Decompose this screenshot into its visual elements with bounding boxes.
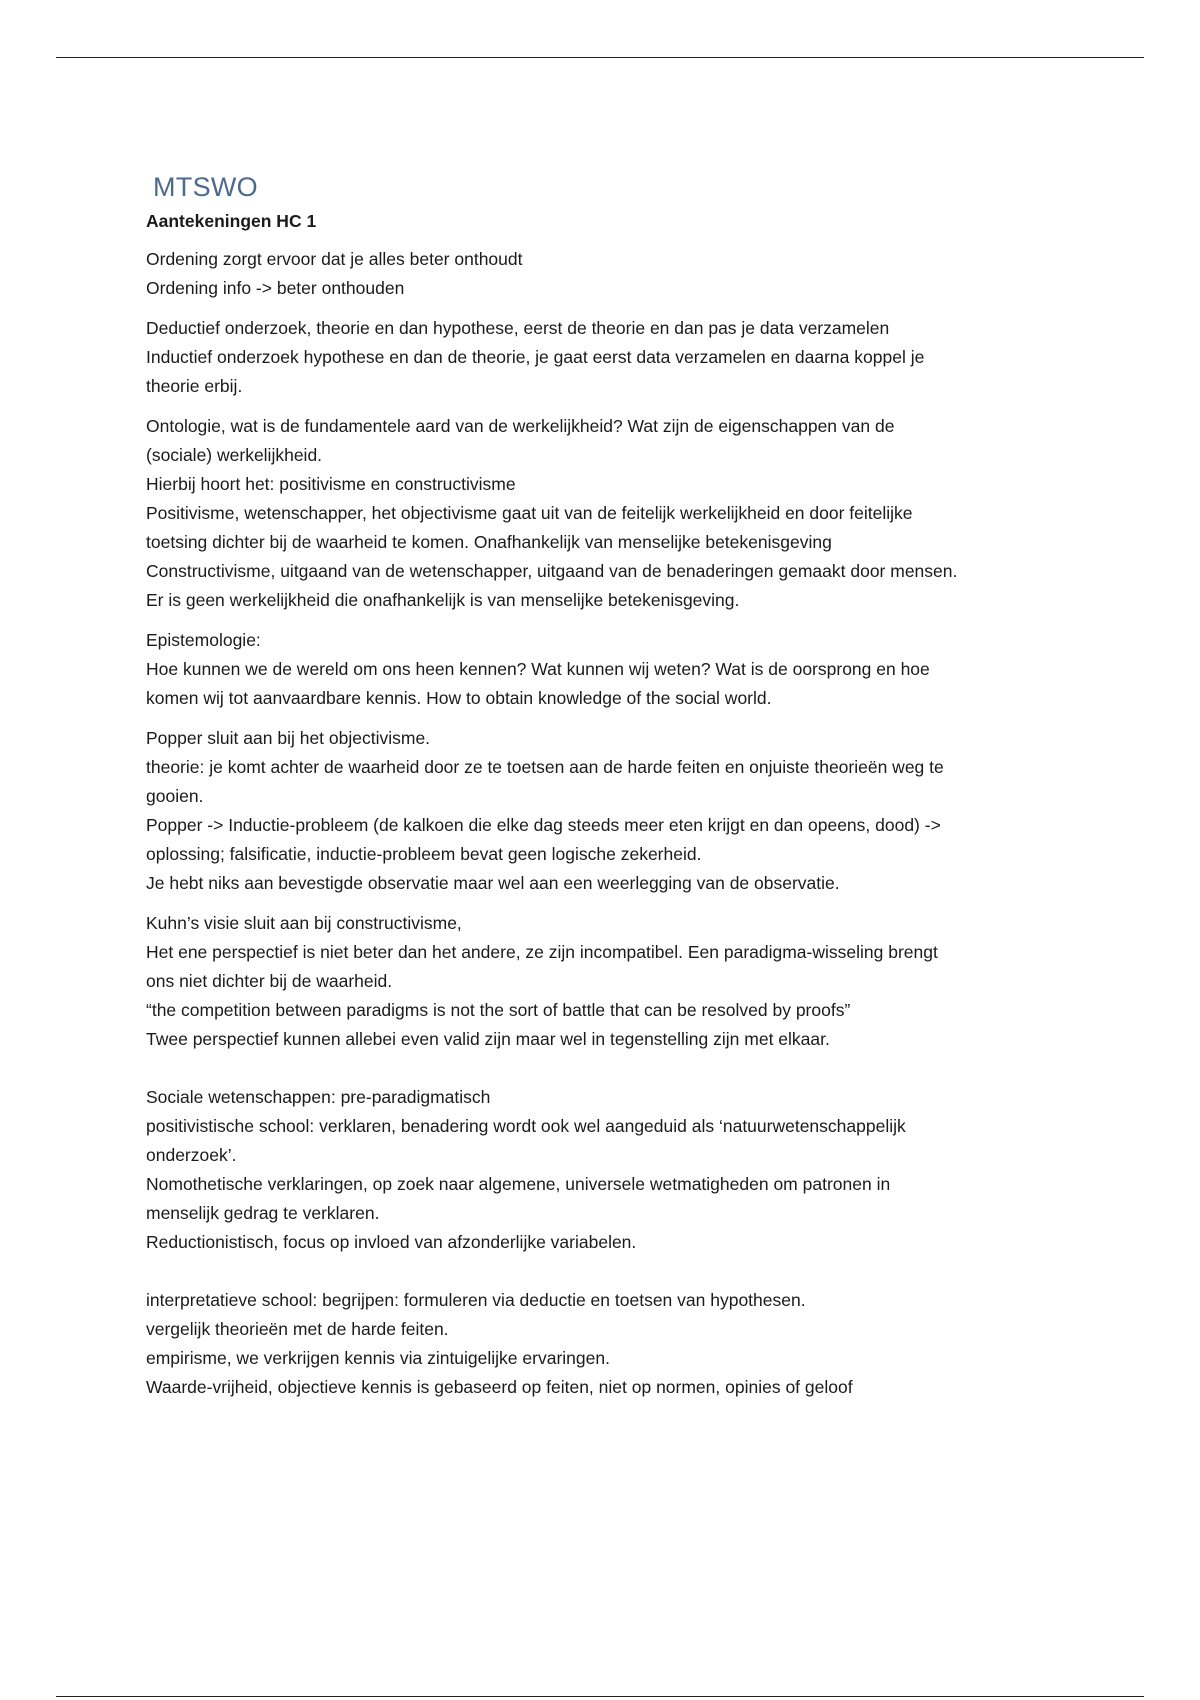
text-line: gooien. [146,786,204,806]
bottom-rule [56,1696,1144,1697]
paragraph-onderzoek [146,314,1106,401]
text-line: Nomothetische verklaringen, op zoek naar algemene, universele wetmatigheden om patronen in [146,1174,891,1194]
text-line: Ordening zorgt ervoor dat je alles beter onthoudt [146,249,523,269]
document-body [146,170,1106,1413]
paragraph-sociale-wetenschappen [146,1083,1106,1257]
text-line: Sociale wetenschappen: pre-paradigmatisch [146,1087,491,1107]
text-line: vergelijk theorieën met de harde feiten. [146,1319,449,1339]
text-line: onderzoek’. [146,1145,237,1165]
text-line: theorie: je komt achter de waarheid door ze te toetsen aan de harde feiten en onjuiste theorieën weg te [146,757,944,777]
paragraph-ontologie [146,412,1106,615]
text-line: Epistemologie: [146,630,261,650]
text-line: menselijk gedrag te verklaren. [146,1203,380,1223]
text-line: Twee perspectief kunnen allebei even valid zijn maar wel in tegenstelling zijn met elkaar. [146,1029,830,1049]
text-line: (sociale) werkelijkheid. [146,445,323,465]
text-line: Popper sluit aan bij het objectivisme. [146,728,431,748]
text-line: Er is geen werkelijkheid die onafhankelijk is van menselijke betekenisgeving. [146,590,740,610]
text-line: Reductionistisch, focus op invloed van afzonderlijke variabelen. [146,1232,637,1252]
top-rule [56,57,1144,58]
text-line: Inductief onderzoek hypothese en dan de theorie, je gaat eerst data verzamelen en daarna koppel je [146,347,925,367]
text-line: Constructivisme, uitgaand van de wetenschapper, uitgaand van de benaderingen gemaakt door mensen. [146,561,958,581]
text-line: Ontologie, wat is de fundamentele aard van de werkelijkheid? Wat zijn de eigenschappen van de [146,416,895,436]
text-line: ons niet dichter bij de waarheid. [146,971,393,991]
text-line: interpretatieve school: begrijpen: formuleren via deductie en toetsen van hypothesen. [146,1290,806,1310]
text-line: Hierbij hoort het: positivisme en constructivisme [146,474,516,494]
text-line: positivistische school: verklaren, benadering wordt ook wel aangeduid als ‘natuurwetenschappelijk [146,1116,906,1136]
text-line: Ordening info -> beter onthouden [146,278,405,298]
paragraph-ordening [146,245,1106,303]
text-line: Je hebt niks aan bevestigde observatie maar wel aan een weerlegging van de observatie. [146,873,840,893]
text-line: Positivisme, wetenschapper, het objectivisme gaat uit van de feitelijk werkelijkheid en door feitelijke [146,503,913,523]
text-line: Waarde-vrijheid, objectieve kennis is gebaseerd op feiten, niet op normen, opinies of geloof [146,1377,853,1397]
text-line: “the competition between paradigms is not the sort of battle that can be resolved by proofs” [146,1000,851,1020]
text-line: oplossing; falsificatie, inductie-probleem bevat geen logische zekerheid. [146,844,702,864]
paragraph-kuhn [146,909,1106,1054]
text-line: komen wij tot aanvaardbare kennis. How to obtain knowledge of the social world. [146,688,772,708]
text-line: toetsing dichter bij de waarheid te komen. Onafhankelijk van menselijke betekenisgeving [146,532,832,552]
paragraph-interpretatieve-school [146,1286,1106,1402]
document-subtitle: Aantekeningen HC 1 [146,211,317,231]
paragraph-popper [146,724,1106,898]
text-line: Deductief onderzoek, theorie en dan hypothese, eerst de theorie en dan pas je data verzamelen [146,318,890,338]
paragraph-epistemologie [146,626,1106,713]
text-line: Het ene perspectief is niet beter dan het andere, ze zijn incompatibel. Een paradigma-wisseling brengt [146,942,938,962]
document-title: MTSWO [153,172,258,202]
text-line: Popper -> Inductie-probleem (de kalkoen die elke dag steeds meer eten krijgt en dan opeens, dood) -> [146,815,941,835]
text-line: theorie erbij. [146,376,243,396]
text-line: Hoe kunnen we de wereld om ons heen kennen? Wat kunnen wij weten? Wat is de oorsprong en hoe [146,659,930,679]
text-line: Kuhn’s visie sluit aan bij constructivisme, [146,913,462,933]
text-line: empirisme, we verkrijgen kennis via zintuigelijke ervaringen. [146,1348,610,1368]
